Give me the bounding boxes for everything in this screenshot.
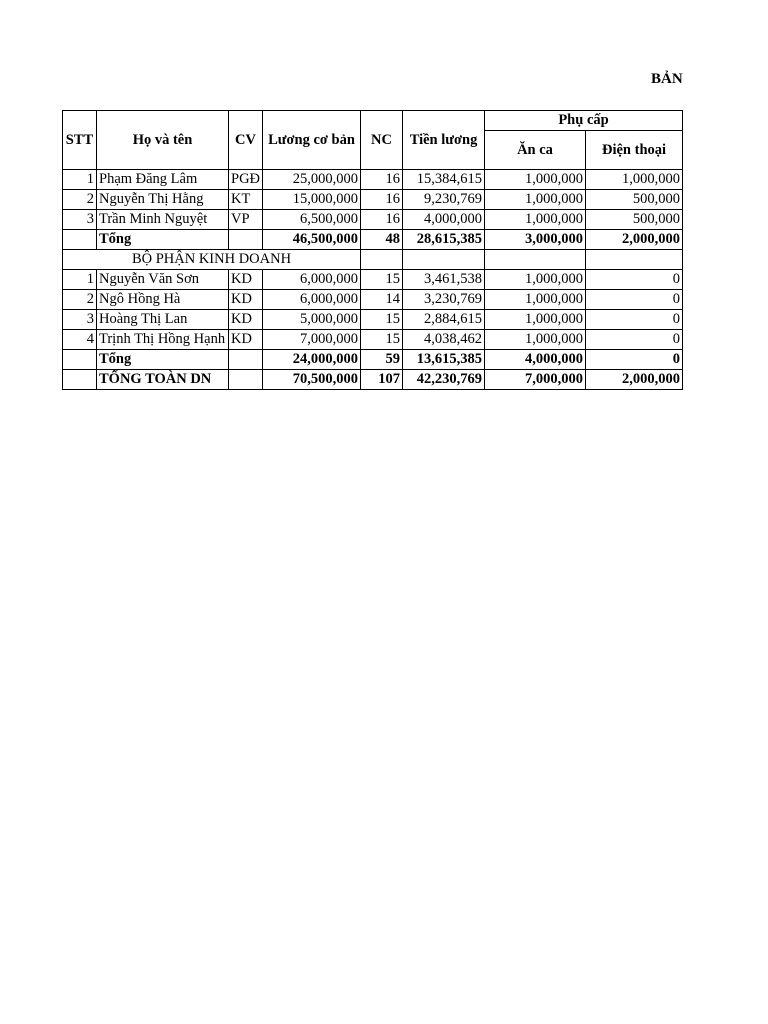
cell-base: 6,000,000	[263, 270, 361, 290]
cell-name: Phạm Đăng Lâm	[97, 170, 229, 190]
cell-grand-total-meal: 7,000,000	[485, 370, 586, 390]
cell-stt-empty	[63, 350, 97, 370]
cell-base: 7,000,000	[263, 330, 361, 350]
table-row	[63, 170, 683, 190]
cell-stt-empty	[63, 370, 97, 390]
cell-name: Trịnh Thị Hồng Hạnh	[97, 330, 229, 350]
subtotal-row	[63, 350, 683, 370]
cell-stt: 3	[63, 310, 97, 330]
cell-grand-total-salary: 42,230,769	[403, 370, 485, 390]
cell-cv: KD	[229, 270, 263, 290]
cell-meal: 1,000,000	[485, 330, 586, 350]
header-base-salary: Lương cơ bản	[263, 111, 361, 170]
cell-empty	[361, 250, 403, 270]
cell-stt: 1	[63, 270, 97, 290]
cell-total-phone: 0	[586, 350, 683, 370]
header-phone: Điện thoại	[586, 131, 683, 170]
cell-salary: 4,000,000	[403, 210, 485, 230]
cell-grand-total-base: 70,500,000	[263, 370, 361, 390]
cell-total-meal: 3,000,000	[485, 230, 586, 250]
cell-salary: 9,230,769	[403, 190, 485, 210]
cell-empty	[485, 250, 586, 270]
cell-base: 5,000,000	[263, 310, 361, 330]
cell-total-salary: 13,615,385	[403, 350, 485, 370]
table-row	[63, 310, 683, 330]
cell-empty	[586, 250, 683, 270]
cell-salary: 4,038,462	[403, 330, 485, 350]
cell-phone: 500,000	[586, 210, 683, 230]
cell-meal: 1,000,000	[485, 310, 586, 330]
document-heading: BẢN	[651, 71, 683, 87]
cell-base: 6,500,000	[263, 210, 361, 230]
cell-total-base: 46,500,000	[263, 230, 361, 250]
grand-total-row	[63, 370, 683, 390]
cell-cv-empty	[229, 230, 263, 250]
cell-meal: 1,000,000	[485, 290, 586, 310]
cell-cv: KD	[229, 310, 263, 330]
section-title-row	[63, 250, 683, 270]
cell-phone: 1,000,000	[586, 170, 683, 190]
cell-nc: 14	[361, 290, 403, 310]
payroll-table	[62, 110, 683, 390]
cell-grand-total-label: TỔNG TOÀN DN	[97, 370, 229, 390]
cell-name: Ngô Hồng Hà	[97, 290, 229, 310]
cell-total-meal: 4,000,000	[485, 350, 586, 370]
cell-phone: 0	[586, 330, 683, 350]
cell-salary: 3,230,769	[403, 290, 485, 310]
cell-cv: KD	[229, 290, 263, 310]
cell-stt-empty	[63, 230, 97, 250]
header-cv: CV	[229, 111, 263, 170]
section-title: BỘ PHẬN KINH DOANH	[63, 250, 361, 270]
cell-stt: 2	[63, 290, 97, 310]
cell-cv: KT	[229, 190, 263, 210]
table-row	[63, 330, 683, 350]
table-row	[63, 210, 683, 230]
cell-phone: 0	[586, 270, 683, 290]
cell-nc: 15	[361, 310, 403, 330]
header-name: Họ và tên	[97, 111, 229, 170]
header-meal: Ăn ca	[485, 131, 586, 170]
cell-phone: 0	[586, 310, 683, 330]
cell-meal: 1,000,000	[485, 210, 586, 230]
cell-nc: 16	[361, 170, 403, 190]
cell-salary: 2,884,615	[403, 310, 485, 330]
cell-base: 25,000,000	[263, 170, 361, 190]
cell-stt: 2	[63, 190, 97, 210]
cell-total-label: Tổng	[97, 230, 229, 250]
cell-salary: 3,461,538	[403, 270, 485, 290]
header-nc: NC	[361, 111, 403, 170]
header-stt: STT	[63, 111, 97, 170]
header-allowance: Phụ cấp	[485, 111, 683, 131]
cell-total-nc: 59	[361, 350, 403, 370]
header-row-1	[63, 111, 683, 131]
cell-meal: 1,000,000	[485, 270, 586, 290]
cell-phone: 500,000	[586, 190, 683, 210]
cell-base: 15,000,000	[263, 190, 361, 210]
table-row	[63, 290, 683, 310]
cell-total-nc: 48	[361, 230, 403, 250]
table-row	[63, 270, 683, 290]
cell-grand-total-nc: 107	[361, 370, 403, 390]
cell-phone: 0	[586, 290, 683, 310]
cell-meal: 1,000,000	[485, 170, 586, 190]
cell-nc: 16	[361, 190, 403, 210]
cell-cv: KD	[229, 330, 263, 350]
cell-cv: PGĐ	[229, 170, 263, 190]
header-salary: Tiền lương	[403, 111, 485, 170]
cell-stt: 1	[63, 170, 97, 190]
cell-meal: 1,000,000	[485, 190, 586, 210]
cell-total-salary: 28,615,385	[403, 230, 485, 250]
cell-nc: 16	[361, 210, 403, 230]
cell-name: Nguyễn Văn Sơn	[97, 270, 229, 290]
cell-cv-empty	[229, 350, 263, 370]
cell-name: Hoàng Thị Lan	[97, 310, 229, 330]
subtotal-row	[63, 230, 683, 250]
cell-stt: 4	[63, 330, 97, 350]
cell-salary: 15,384,615	[403, 170, 485, 190]
cell-total-label: Tổng	[97, 350, 229, 370]
cell-name: Nguyễn Thị Hằng	[97, 190, 229, 210]
table-row	[63, 190, 683, 210]
cell-total-phone: 2,000,000	[586, 230, 683, 250]
cell-name: Trần Minh Nguyệt	[97, 210, 229, 230]
cell-nc: 15	[361, 270, 403, 290]
cell-total-base: 24,000,000	[263, 350, 361, 370]
cell-cv: VP	[229, 210, 263, 230]
cell-nc: 15	[361, 330, 403, 350]
cell-stt: 3	[63, 210, 97, 230]
cell-grand-total-phone: 2,000,000	[586, 370, 683, 390]
cell-base: 6,000,000	[263, 290, 361, 310]
cell-empty	[403, 250, 485, 270]
cell-cv-empty	[229, 370, 263, 390]
